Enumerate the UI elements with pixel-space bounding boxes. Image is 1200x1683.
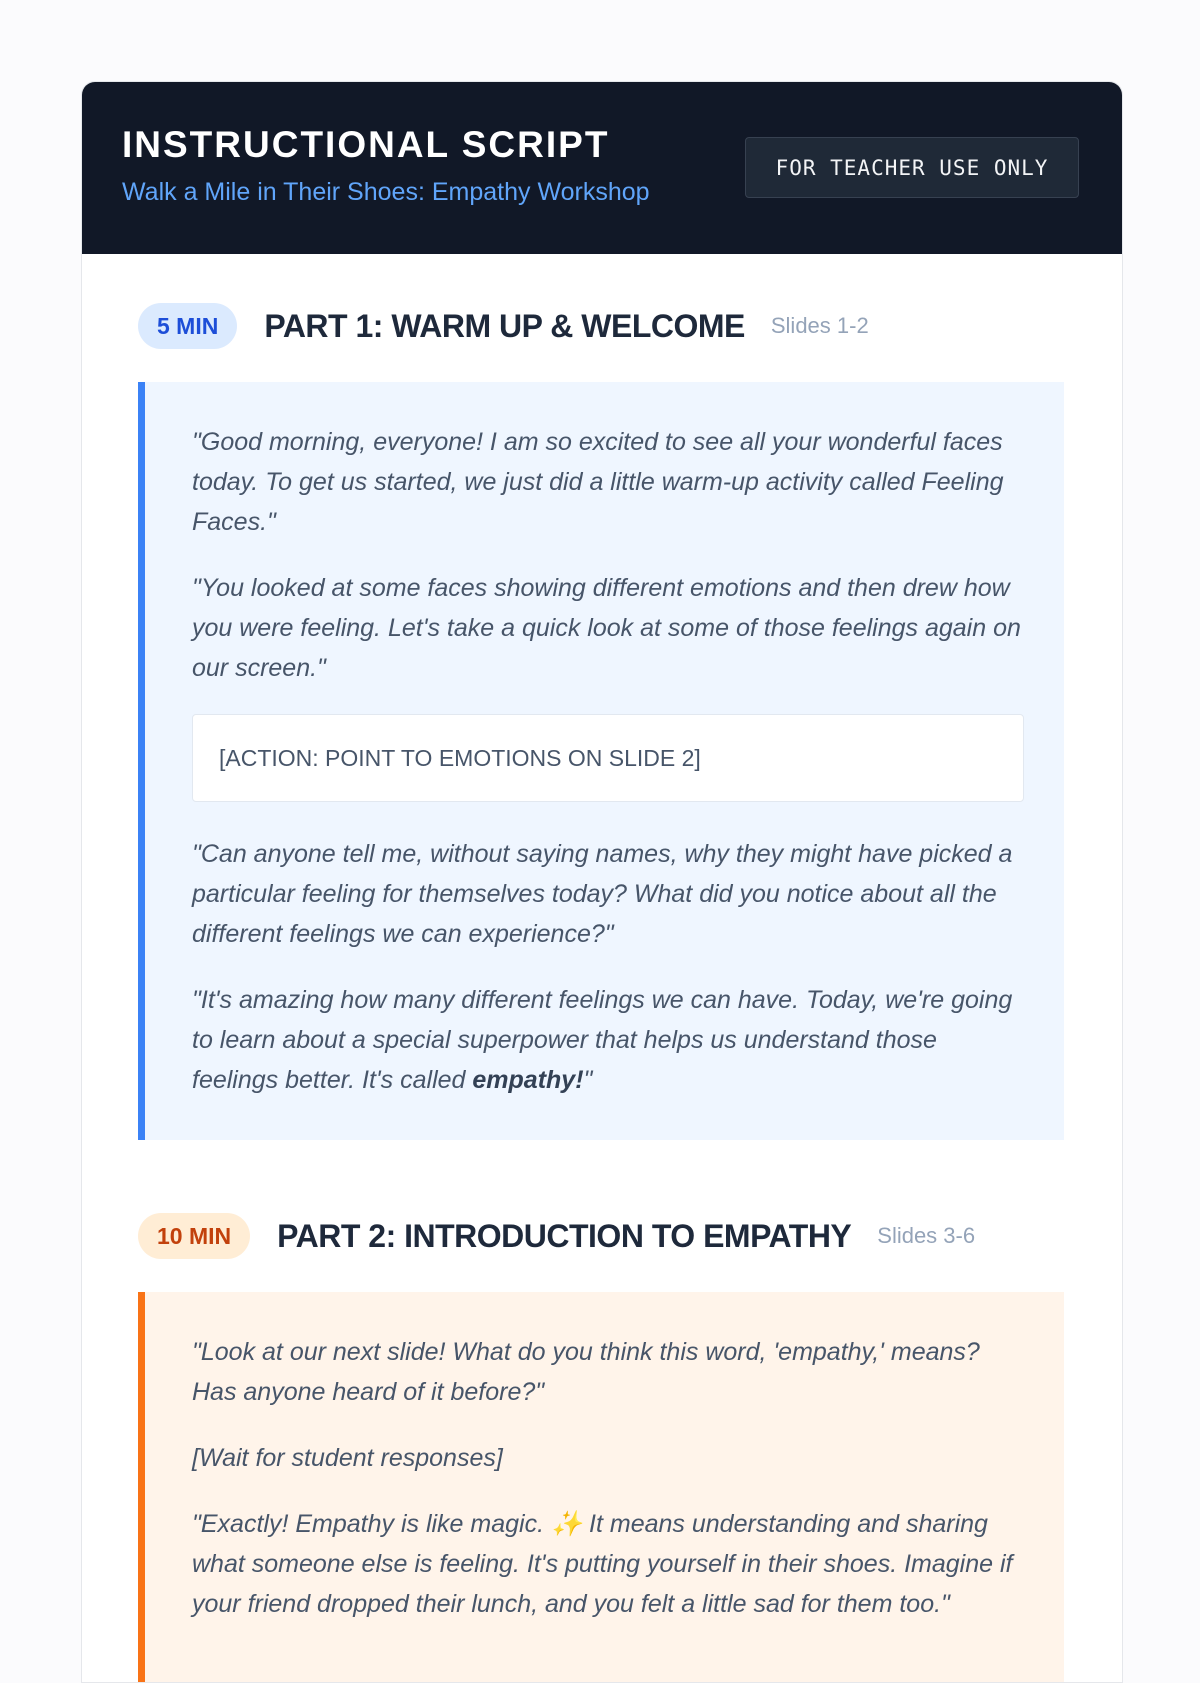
paragraph-text: "It's amazing how many different feelings we can have. Today, we're going to learn about a special superpower that helps us understand those feelings better. It's called — [192, 986, 1013, 1094]
script-paragraph: "Exactly! Empathy is like magic. ✨ It means understanding and sharing what someone else is feeling. It's putting yourself in their shoes. Imagine if your friend dropped their lunch, and you felt a little sad for them too." — [192, 1510, 1013, 1618]
slides-reference: Slides 3-6 — [877, 1223, 976, 1248]
section-2-script — [138, 1292, 1064, 1683]
section-1-script — [138, 382, 1064, 1140]
teacher-use-tag: FOR TEACHER USE ONLY — [745, 137, 1079, 198]
script-paragraph: "Can anyone tell me, without saying names, why they might have picked a particular feeling for themselves today? What did you notice about all the different feelings we can experience?" — [192, 840, 1013, 948]
section-1-header — [138, 302, 869, 350]
script-card — [81, 81, 1123, 1683]
workshop-subtitle: Walk a Mile in Their Shoes: Empathy Workshop — [122, 178, 650, 206]
script-paragraph — [192, 980, 1024, 1100]
script-paragraph: "Look at our next slide! What do you think this word, 'empathy,' means? Has anyone heard of it before?" — [192, 1338, 980, 1406]
section-title: PART 2: INTRODUCTION TO EMPATHY — [277, 1217, 852, 1254]
script-paragraph: [Wait for student responses] — [192, 1444, 503, 1472]
time-badge: 10 MIN — [138, 1213, 250, 1259]
script-paragraph: "You looked at some faces showing different emotions and then drew how you were feeling. Let's take a quick look at some of those feelings again on our screen." — [192, 574, 1021, 682]
section-2-header — [138, 1212, 975, 1260]
script-paragraph: "Good morning, everyone! I am so excited to see all your wonderful faces today. To get us started, we just did a little warm-up activity called Feeling Faces." — [192, 428, 1004, 536]
empathy-keyword: empathy! — [472, 1066, 584, 1094]
action-note: [ACTION: POINT TO EMOTIONS ON SLIDE 2] — [192, 714, 1024, 802]
slides-reference: Slides 1-2 — [770, 313, 869, 338]
section-title: PART 1: WARM UP & WELCOME — [264, 307, 745, 344]
paragraph-text-end: " — [583, 1066, 593, 1094]
document-title: INSTRUCTIONAL SCRIPT — [122, 124, 610, 165]
time-badge: 5 MIN — [138, 303, 237, 349]
script-header — [82, 82, 1122, 254]
